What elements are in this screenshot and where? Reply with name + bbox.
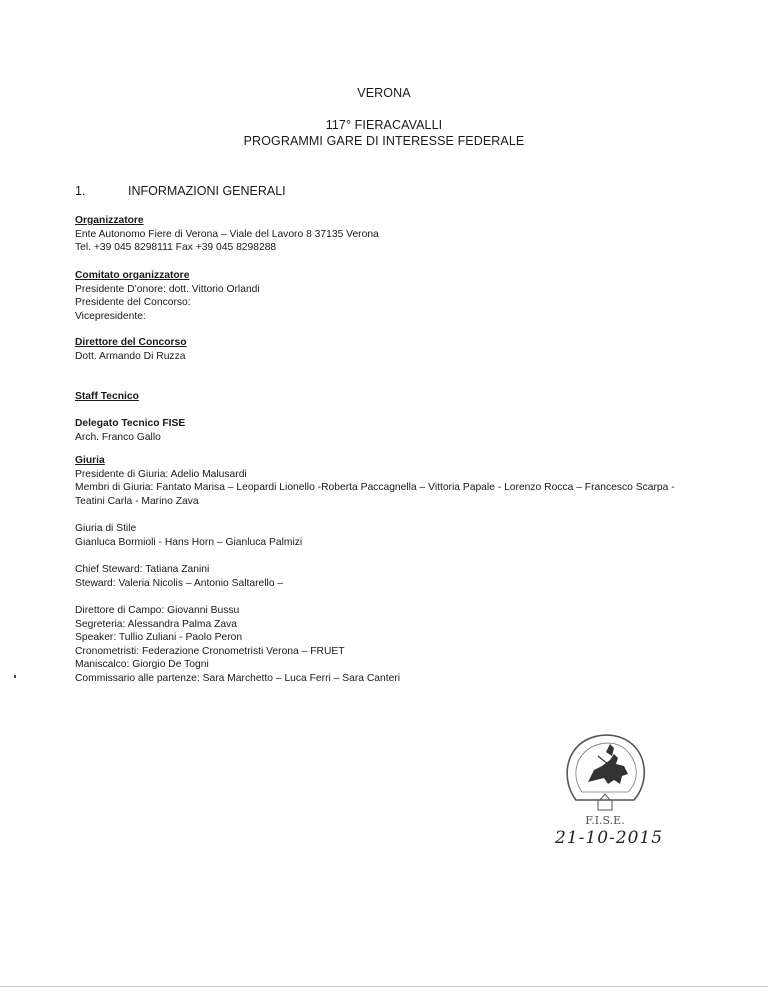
stile-heading: Giuria di Stile bbox=[75, 523, 137, 534]
giuria-line-1: Presidente di Giuria: Adelio Malusardi bbox=[75, 468, 247, 480]
comitato-heading: Comitato organizzatore bbox=[75, 270, 190, 281]
speaker: Speaker: Tullio Zuliani - Paolo Peron bbox=[75, 632, 243, 644]
stamp-text: F.I.S.E. bbox=[585, 814, 625, 827]
page-bottom-rule bbox=[0, 986, 768, 987]
segreteria: Segreteria: Alessandra Palma Zava bbox=[75, 618, 237, 630]
steward-members: Steward: Valeria Nicolis – Antonio Saltarello – bbox=[75, 577, 284, 589]
organizzatore-address: Ente Autonomo Fiere di Verona – Viale del Lavoro 8 37135 Verona bbox=[75, 228, 379, 240]
organizzatore-phone: Tel. +39 045 8298111 Fax +39 045 8298288 bbox=[75, 242, 277, 254]
section-number: 1. bbox=[75, 184, 86, 198]
direttore-heading: Direttore del Concorso bbox=[75, 337, 187, 348]
direttore-block bbox=[75, 336, 187, 363]
section-title: INFORMAZIONI GENERALI bbox=[128, 184, 286, 198]
giuria-heading: Giuria bbox=[75, 455, 105, 466]
delegato-block bbox=[75, 417, 185, 444]
delegato-name: Arch. Franco Gallo bbox=[75, 431, 161, 443]
giuria-line-3: Teatini Carla - Marino Zava bbox=[75, 495, 199, 507]
maniscalco: Maniscalco: Giorgio De Togni bbox=[75, 659, 209, 671]
section-heading bbox=[75, 184, 286, 198]
direttore-campo: Direttore di Campo: Giovanni Bussu bbox=[75, 605, 240, 616]
staff-heading: Staff Tecnico bbox=[75, 391, 139, 402]
staff-block bbox=[75, 390, 139, 404]
giuria-block bbox=[75, 454, 675, 508]
commissario-partenze: Commissario alle partenze: Sara Marchetto – Luca Ferri – Sara Canteri bbox=[75, 672, 401, 684]
handwritten-date: 21-10-2015 bbox=[555, 828, 664, 848]
organizzatore-heading: Organizzatore bbox=[75, 215, 144, 226]
direttore-name: Dott. Armando Di Ruzza bbox=[75, 350, 186, 362]
header-subtitle: PROGRAMMI GARE DI INTERESSE FEDERALE bbox=[243, 134, 525, 148]
delegato-heading: Delegato Tecnico FISE bbox=[75, 418, 186, 429]
comitato-line-1: Presidente D’onore: dott. Vittorio Orlandi bbox=[75, 283, 260, 295]
header-event: 117° FIERACAVALLI bbox=[325, 118, 443, 132]
steward-block bbox=[75, 563, 283, 590]
cronometristi: Cronometristi: Federazione Cronometristi Verona – FRUET bbox=[75, 645, 345, 657]
altri-block bbox=[75, 604, 400, 686]
organizzatore-block bbox=[75, 214, 379, 255]
stile-members: Gianluca Bormioli - Hans Horn – Gianluca Palmizi bbox=[75, 536, 303, 548]
chief-steward: Chief Steward: Tatiana Zanini bbox=[75, 564, 210, 575]
header-city: VERONA bbox=[357, 86, 411, 100]
comitato-block bbox=[75, 269, 260, 323]
comitato-line-3: Vicepresidente: bbox=[75, 310, 146, 322]
comitato-line-2: Presidente del Concorso: bbox=[75, 297, 191, 309]
stile-block bbox=[75, 522, 302, 549]
scan-speck bbox=[14, 675, 16, 678]
giuria-line-2: Membri di Giuria: Fantato Marisa – Leopardi Lionello -Roberta Paccagnella – Vittoria Papale - Lorenzo Rocca – Francesco Scarpa - bbox=[75, 482, 675, 494]
fise-horse-stamp-icon bbox=[558, 730, 653, 830]
